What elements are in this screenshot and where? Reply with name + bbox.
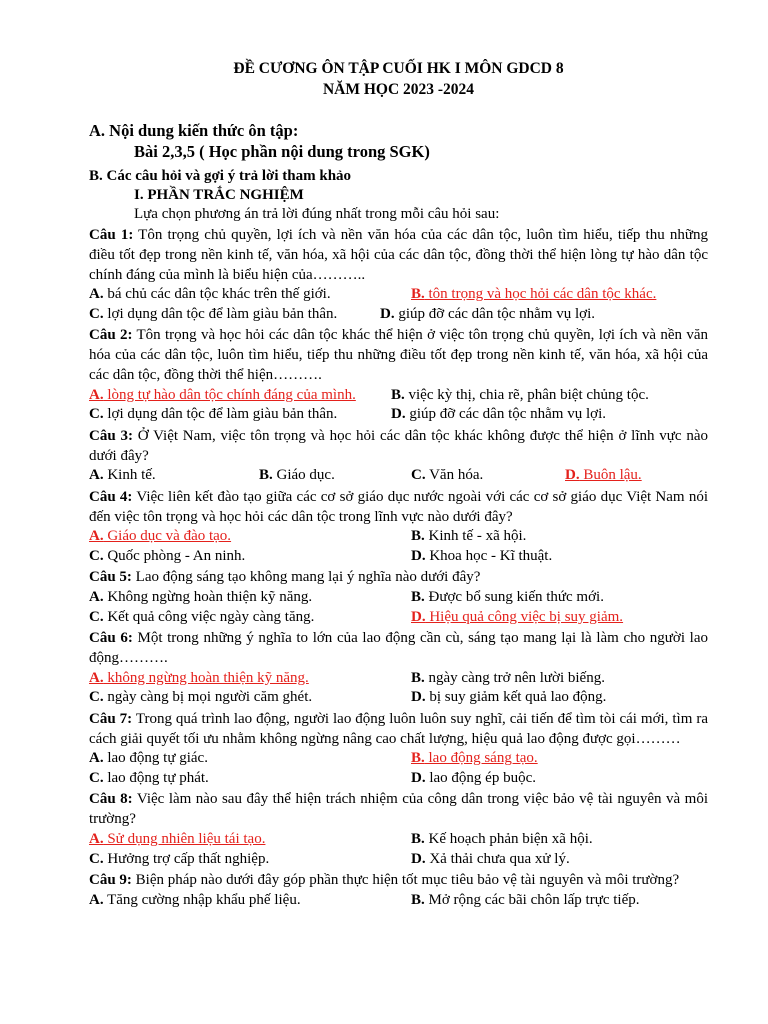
section-b-heading: B. Các câu hỏi và gợi ý trả lời tham khảo bbox=[89, 168, 352, 184]
options-row bbox=[89, 608, 708, 628]
option-d: D. giúp đỡ các dân tộc nhằm vụ lợi. bbox=[380, 305, 595, 322]
question-label: Câu 7: bbox=[89, 710, 133, 727]
question-8 bbox=[89, 790, 708, 830]
option-b: B. Được bổ sung kiến thức mới. bbox=[411, 589, 604, 606]
question-2 bbox=[89, 326, 708, 385]
question-label: Câu 2: bbox=[89, 327, 133, 344]
option-d-correct: D. Buôn lậu. bbox=[565, 467, 642, 484]
option-b-correct: B. lao động sáng tạo. bbox=[411, 750, 538, 767]
question-label: Câu 1: bbox=[89, 227, 134, 243]
question-text: Ở Việt Nam, việc tôn trọng và học hỏi các dân tộc khác không được thể hiện ở lĩnh vực nào dưới đây? bbox=[89, 427, 709, 464]
options-row bbox=[89, 669, 708, 689]
title-line-2: NĂM HỌC 2023 -2024 bbox=[322, 81, 475, 98]
options-row bbox=[89, 749, 708, 769]
option-b: B. việc kỳ thị, chia rẽ, phân biệt chủng tộc. bbox=[391, 386, 649, 403]
option-a-correct: A. lòng tự hào dân tộc chính đáng của mình. bbox=[89, 386, 356, 403]
option-c: C. Hưởng trợ cấp thất nghiệp. bbox=[89, 850, 270, 867]
question-text: Tôn trọng chủ quyền, lợi ích và nền văn hóa của các dân tộc, luôn tìm hiểu, tiếp thu những điều tốt đẹp trong nền kinh tế, văn hóa, xã hội của các dân tộc, đồng thời thể hiện lòng tự hào dân tộc chính đáng của mình là biểu hiện của……….. bbox=[89, 227, 708, 283]
options-row bbox=[89, 305, 708, 325]
options-row bbox=[89, 386, 708, 406]
question-6 bbox=[89, 629, 708, 669]
option-b: B. ngày càng trở nên lười biếng. bbox=[411, 669, 605, 686]
question-4 bbox=[89, 488, 708, 528]
instruction-text: Lựa chọn phương án trả lời đúng nhất trong mỗi câu hỏi sau: bbox=[134, 206, 500, 222]
option-d: D. Khoa học - Kĩ thuật. bbox=[411, 547, 553, 564]
question-9 bbox=[89, 871, 708, 891]
question-label: Câu 9: bbox=[89, 872, 132, 889]
option-b: B. Mở rộng các bãi chôn lấp trực tiếp. bbox=[411, 891, 640, 908]
option-c: C. lợi dụng dân tộc để làm giàu bản thân. bbox=[89, 406, 338, 423]
question-text: Một trong những ý nghĩa to lớn của lao động cần cù, sáng tạo mang lại là làm cho người lao động………. bbox=[89, 630, 709, 667]
question-7 bbox=[89, 710, 708, 750]
options-row bbox=[89, 405, 708, 425]
option-b-correct: B. tôn trọng và học hỏi các dân tộc khác. bbox=[411, 286, 657, 303]
question-text: Trong quá trình lao động, người lao động luôn luôn suy nghĩ, cải tiến để tìm tòi cái mới, tìm ra cách giải quyết tối ưu nhằm không ngừng nâng cao chất lượng, hiệu quả lao động được gọi……… bbox=[89, 710, 708, 747]
question-text: Lao động sáng tạo không mang lại ý nghĩa nào dưới đây? bbox=[131, 569, 481, 586]
section-a-lessons: Bài 2,3,5 ( Học phần nội dung trong SGK) bbox=[134, 142, 430, 161]
question-text: Biện pháp nào dưới đây góp phần thực hiện tốt mục tiêu bảo vệ tài nguyên và môi trường? bbox=[131, 872, 680, 889]
option-a: A. Không ngừng hoàn thiện kỹ năng. bbox=[89, 589, 313, 606]
document-title bbox=[89, 58, 708, 100]
question-text: Tôn trọng và học hỏi các dân tộc khác thể hiện ở việc tôn trọng chủ quyền, lợi ích và nền văn hóa của các dân tộc, luôn tìm hiểu, tiếp thu những điều tốt đẹp trong nền kinh tế, văn hóa, xã hội của các dân tộc, đồng thời thể hiện………. bbox=[89, 327, 709, 383]
question-label: Câu 6: bbox=[89, 630, 133, 647]
option-d-correct: D. Hiệu quả công việc bị suy giảm. bbox=[411, 608, 624, 625]
option-a: A. bá chủ các dân tộc khác trên thế giới. bbox=[89, 286, 331, 303]
options-row bbox=[89, 850, 708, 870]
multiple-choice-heading: I. PHẦN TRẮC NGHIỆM bbox=[134, 187, 304, 203]
option-b: B. Giáo dục. bbox=[259, 467, 335, 484]
option-c: C. lợi dụng dân tộc để làm giàu bản thân. bbox=[89, 305, 338, 322]
option-c: C. Kết quả công việc ngày càng tăng. bbox=[89, 608, 315, 625]
options-row bbox=[89, 588, 708, 608]
option-d: D. giúp đỡ các dân tộc nhằm vụ lợi. bbox=[391, 406, 606, 423]
options-row bbox=[89, 688, 708, 708]
option-a-correct: A. Giáo dục và đào tạo. bbox=[89, 528, 232, 545]
options-row bbox=[89, 466, 708, 486]
option-c: C. lao động tự phát. bbox=[89, 769, 209, 786]
option-a: A. lao động tự giác. bbox=[89, 750, 208, 767]
question-label: Câu 5: bbox=[89, 569, 132, 586]
option-a-correct: A. Sử dụng nhiên liệu tái tạo. bbox=[89, 831, 266, 848]
options-row bbox=[89, 830, 708, 850]
option-b: B. Kế hoạch phản biện xã hội. bbox=[411, 831, 593, 848]
options-row bbox=[89, 769, 708, 789]
option-c: C. ngày càng bị mọi người căm ghét. bbox=[89, 689, 313, 706]
question-3 bbox=[89, 427, 708, 467]
question-label: Câu 8: bbox=[89, 791, 133, 808]
question-label: Câu 3: bbox=[89, 427, 133, 444]
question-5 bbox=[89, 568, 708, 588]
option-d: D. lao động ép buộc. bbox=[411, 769, 536, 786]
options-row bbox=[89, 891, 708, 911]
options-row bbox=[89, 527, 708, 547]
option-c: C. Văn hóa. bbox=[411, 467, 484, 484]
question-text: Việc liên kết đào tạo giữa các cơ sở giáo dục nước ngoài với các cơ sở giáo dục Việt Nam nói đến việc tôn trọng và học hỏi các dân tộc trong lĩnh vực nào dưới đây? bbox=[89, 488, 709, 525]
question-text: Việc làm nào sau đây thể hiện trách nhiệm của công dân trong việc bảo vệ tài nguyên và môi trường? bbox=[89, 791, 708, 828]
section-a-heading: A. Nội dung kiến thức ôn tập: bbox=[89, 121, 299, 140]
question-1 bbox=[89, 226, 708, 285]
option-b: B. Kinh tế - xã hội. bbox=[411, 528, 527, 545]
option-a: A. Tăng cường nhập khẩu phế liệu. bbox=[89, 891, 301, 908]
option-d: D. Xả thải chưa qua xử lý. bbox=[411, 850, 570, 867]
options-row bbox=[89, 547, 708, 567]
question-label: Câu 4: bbox=[89, 488, 133, 505]
options-row bbox=[89, 285, 708, 305]
option-d: D. bị suy giảm kết quả lao động. bbox=[411, 689, 607, 706]
option-a-correct: A. không ngừng hoàn thiện kỹ năng. bbox=[89, 669, 309, 686]
option-a: A. Kinh tế. bbox=[89, 467, 156, 484]
option-c: C. Quốc phòng - An ninh. bbox=[89, 547, 246, 564]
title-line-1: ĐỀ CƯƠNG ÔN TẬP CUỐI HK I MÔN GDCD 8 bbox=[233, 60, 564, 77]
